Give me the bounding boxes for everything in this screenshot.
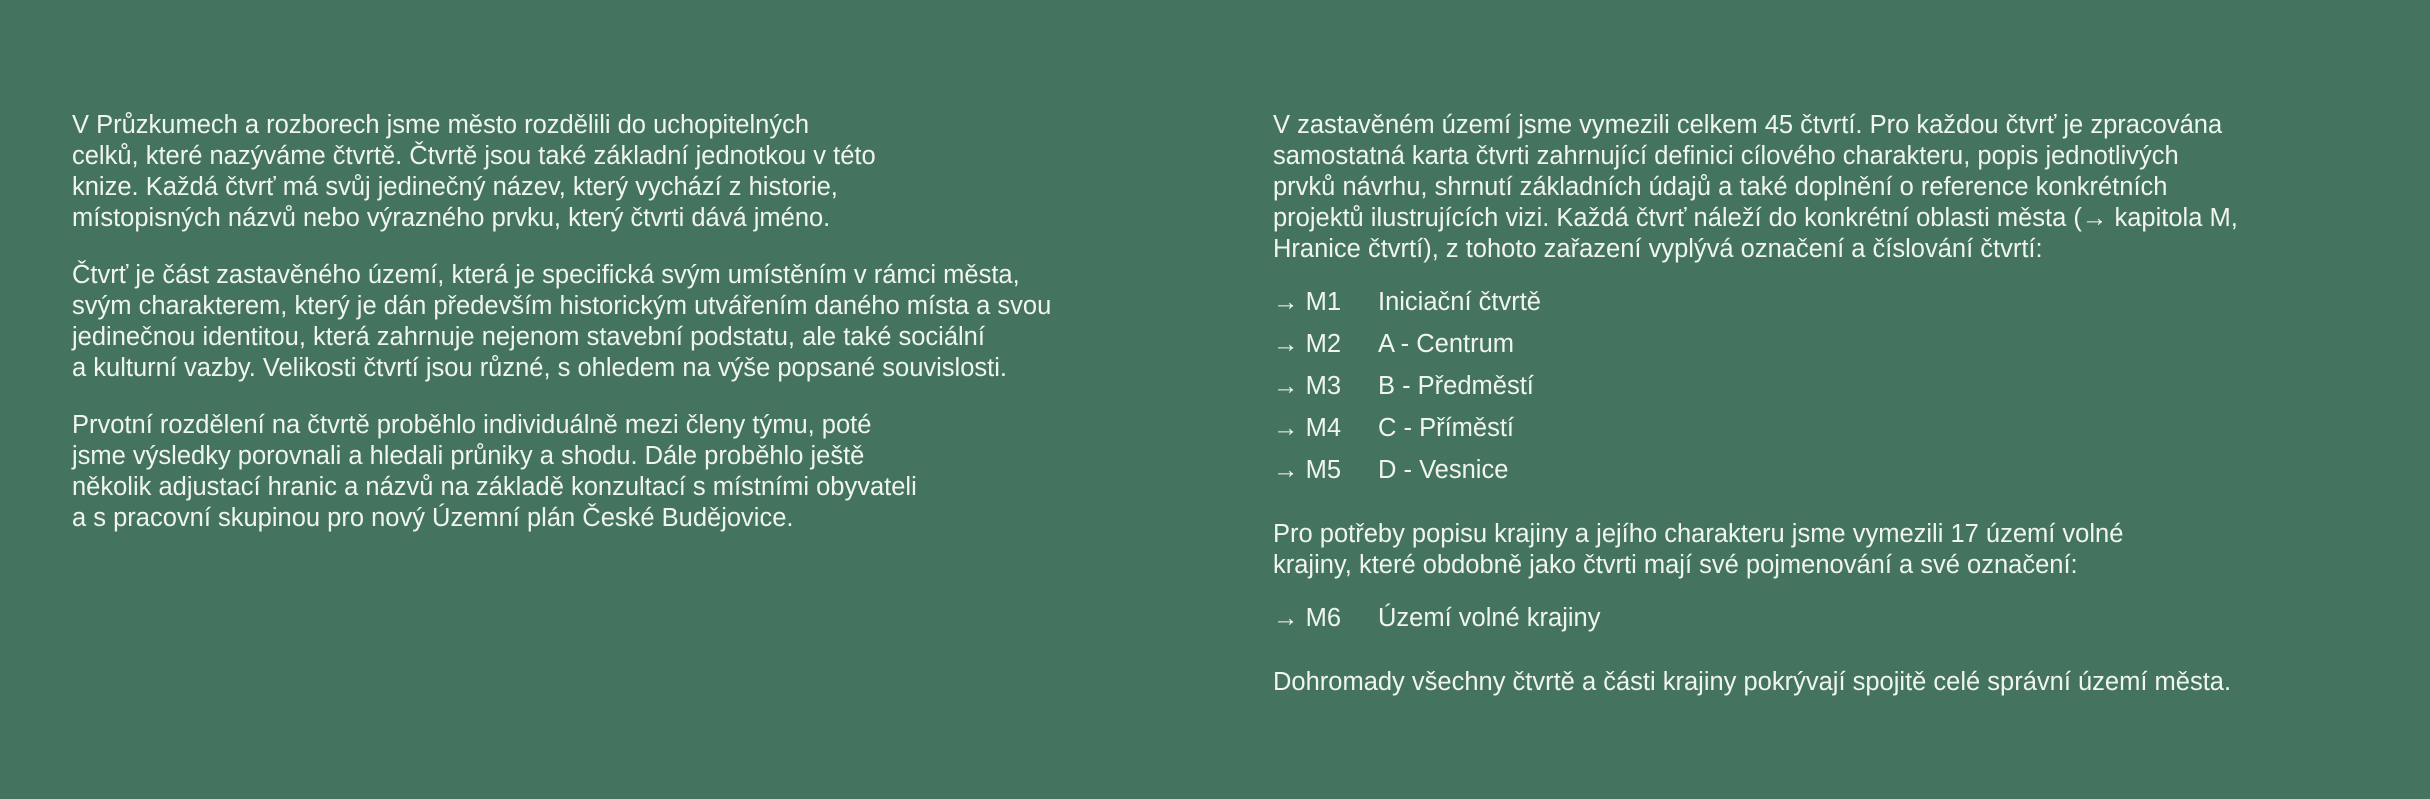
paragraph-division-process: Prvotní rozdělení na čtvrtě proběhlo individuálně mezi členy týmu, poté jsme výsledky porovnali a hledali průniky a shodu. Dále proběhlo ještě několik adjustací hranic a názvů na základě konzultací s místními obyvateli a s pracovní skupinou pro nový Územní plán České Budějovice. [72, 411, 917, 532]
area-label: Iniciační čtvrtě [1378, 288, 1541, 316]
list-item [1273, 329, 2413, 371]
right-column [1273, 110, 2413, 724]
area-label: C - Příměstí [1378, 414, 1515, 442]
area-code-list [1273, 287, 2413, 497]
area-label: Území volné krajiny [1378, 604, 1601, 632]
list-item [1273, 413, 2413, 455]
paragraph-neighbourhood-division: V Průzkumech a rozborech jsme město rozdělili do uchopitelných celků, které nazýváme čtvrtě. Čtvrtě jsou také základní jednotkou v této knize. Každá čtvrť má svůj jedinečný název, který vychází z historie, místopisných názvů nebo výrazného prvku, který čtvrti dává jméno. [72, 111, 876, 232]
area-code: → M2 [1273, 330, 1342, 358]
paragraph-conclusion: Dohromady všechny čtvrtě a části krajiny pokrývají spojitě celé správní území města. [1273, 668, 2232, 696]
paragraph-built-up-area: V zastavěném území jsme vymezili celkem 45 čtvrtí. Pro každou čtvrť je zpracována samostatná karta čtvrti zahrnující definici cílového charakteru, popis jednotlivých prvků návrhu, shrnutí základních údajů a také doplnění o reference konkrétních projektů ilustrujících vizi. Každá čtvrť náleží do konkrétní oblasti města (→ kapitola M, Hranice čtvrtí), z tohoto zařazení vyplývá označení a číslování čtvrtí: [1273, 111, 2238, 263]
area-code: → M3 [1273, 372, 1342, 400]
landscape-code-list [1273, 603, 2413, 645]
paragraph-neighbourhood-definition: Čtvrť je část zastavěného území, která je specifická svým umístěním v rámci města, svým charakterem, který je dán především historickým utvářením daného místa a svou jedinečnou identitou, která zahrnuje nejenom stavební podstatu, ale také sociální a kulturní vazby. Velikosti čtvrtí jsou různé, s ohledem na výše popsané souvislosti. [72, 261, 1052, 382]
list-item [1273, 287, 2413, 329]
list-item [1273, 371, 2413, 413]
area-label: D - Vesnice [1378, 456, 1509, 484]
area-code: → M4 [1273, 414, 1342, 442]
area-code: → M6 [1273, 604, 1342, 632]
paragraph-landscape: Pro potřeby popisu krajiny a jejího charakteru jsme vymezili 17 území volné krajiny, které obdobně jako čtvrti mají své pojmenování a své označení: [1273, 520, 2124, 579]
area-code: → M5 [1273, 456, 1342, 484]
area-label: B - Předměstí [1378, 372, 1534, 400]
area-code: → M1 [1273, 288, 1342, 316]
area-label: A - Centrum [1378, 330, 1515, 358]
left-column [72, 110, 1222, 560]
list-item [1273, 603, 2413, 645]
list-item [1273, 455, 2413, 497]
